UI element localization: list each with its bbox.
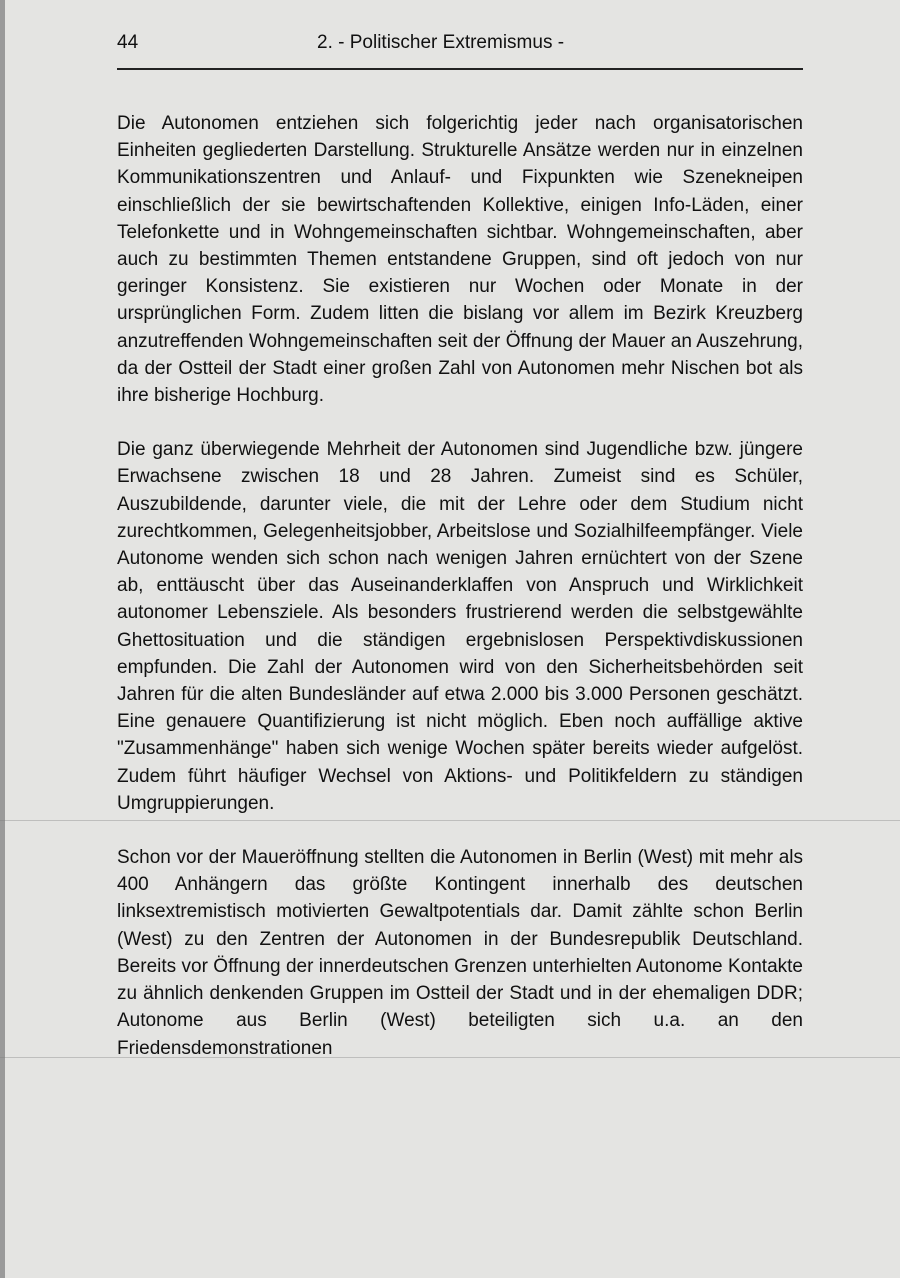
scan-artifact-line (0, 1057, 900, 1058)
header-rule (117, 68, 803, 70)
page-number: 44 (117, 32, 139, 53)
paragraph-autonomen-demographics: Die ganz überwiegende Mehrheit der Autonomen sind Jugendliche bzw. jüngere Erwachsene zwischen 18 und 28 Jahren. Zumeist sind es Schüler, Auszubildende, darunter viele, die mit der Lehre oder dem Studium nicht zurechtkommen, Gelegenheitsjobber, Arbeitslose und Sozialhilfeempfänger. Viele Autonome wenden sich schon nach wenigen Jahren ernüchtert von der Szene ab, enttäuscht über das Auseinanderklaffen von Anspruch und Wirklichkeit autonomer Lebensziele. Als besonders frustrierend werden die selbstgewählte Ghettosituation und die ständigen ergebnislosen Perspektivdiskussionen empfunden. Die Zahl der Autonomen wird von den Sicherheitsbehörden seit Jahren für die alten Bundesländer auf etwa 2.000 bis 3.000 Personen geschätzt. Eine genauere Quantifizierung ist nicht möglich. Eben noch auffällige aktive "Zusammenhänge" haben sich wenige Wochen später bereits wieder aufgelöst. Zudem führt häufiger Wechsel von Aktions- und Politikfeldern zu ständigen Umgruppierungen. (117, 439, 803, 814)
scan-edge-shadow (0, 0, 5, 1278)
body-text (117, 110, 803, 1062)
scan-artifact-line (0, 820, 900, 821)
paragraph-autonomen-berlin: Schon vor der Maueröffnung stellten die Autonomen in Berlin (West) mit mehr als 400 Anhängern das größte Kontingent innerhalb des deutschen linksextremistisch motivierten Gewaltpotentials dar. Damit zählte schon Berlin (West) zu den Zentren der Autonomen in der Bundesrepublik Deutschland. Bereits vor Öffnung der innerdeutschen Grenzen unterhielten Autonome Kontakte zu ähnlich denkenden Gruppen im Ostteil der Stadt und in der ehemaligen DDR; Autonome aus Berlin (West) beteiligten sich u.a. an den Friedensdemonstrationen (117, 847, 803, 1059)
page-header (117, 30, 802, 60)
running-title: 2. - Politischer Extremismus - (317, 32, 565, 53)
paragraph-autonomen-structure: Die Autonomen entziehen sich folgerichtig jeder nach organisatorischen Einheiten gegliederten Darstellung. Strukturelle Ansätze werden nur in einzelnen Kommunikationszentren und Anlauf- und Fixpunkten wie Szenekneipen einschließlich der sie bewirtschaftenden Kollektive, einigen Info-Läden, einer Telefonkette und in Wohngemeinschaften sichtbar. Wohngemeinschaften, aber auch zu bestimmten Themen entstandene Gruppen, sind oft jedoch von nur geringer Konsistenz. Sie existieren nur Wochen oder Monate in der ursprünglichen Form. Zudem litten die bislang vor allem im Bezirk Kreuzberg anzutreffenden Wohngemeinschaften seit der Öffnung der Mauer an Auszehrung, da der Ostteil der Stadt einer großen Zahl von Autonomen mehr Nischen bot als ihre bisherige Hochburg. (117, 113, 803, 407)
